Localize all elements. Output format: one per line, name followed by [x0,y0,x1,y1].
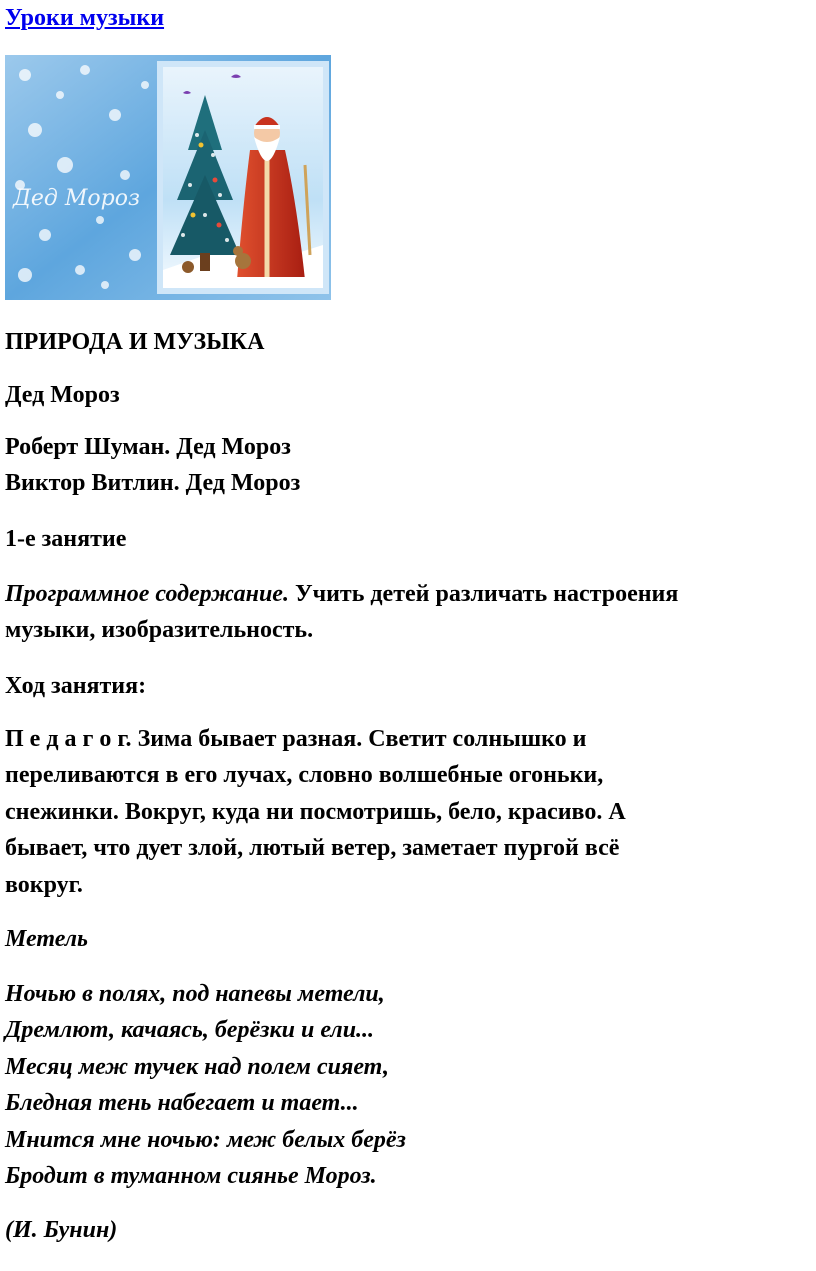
teacher-text-1: Зима бывает разная. Светит солнышко и [131,726,587,752]
composer-line-1: Роберт Шуман. Дед Мороз [5,434,291,460]
poem-author: (И. Бунин) [5,1217,118,1243]
program-label: Программное содержание. [5,581,289,607]
teacher-speaker: П е д а г о г. [5,726,132,752]
poem-line: Мнится мне ночью: меж белых берёз [5,1127,406,1153]
teacher-line-5: вокруг. [5,872,83,898]
program-paragraph-line-2: музыки, изобразительность. [5,617,314,643]
teacher-line-2: переливаются в его лучах, словно волшебные огоньки, [5,762,604,788]
ded-moroz-illustration [5,55,331,300]
lesson-number: 1-е занятие [5,526,127,552]
poem-line: Месяц меж тучек над полем сияет, [5,1054,389,1080]
program-text-1: Учить детей различать настроения [288,581,679,607]
poem-line: Бледная тень набегает и тает... [5,1090,359,1116]
course-label: Ход занятия: [5,673,147,699]
composer-line-2: Виктор Витлин. Дед Мороз [5,470,301,496]
section-subtitle: Дед Мороз [5,382,120,408]
poem-title: Метель [5,926,89,952]
teacher-line-4: бывает, что дует злой, лютый ветер, заметает пургой всё [5,835,620,861]
site-link-music-lessons[interactable]: Уроки музыки [5,5,165,31]
teacher-line-3: снежинки. Вокруг, куда ни посмотришь, бело, красиво. А [5,799,626,825]
section-title: ПРИРОДА И МУЗЫКА [5,329,265,355]
poem-line: Ночью в полях, под напевы метели, [5,981,385,1007]
teacher-line-1 [5,721,587,757]
program-paragraph-line-1 [5,576,678,612]
poem-line: Бродит в туманном сиянье Мороз. [5,1163,377,1189]
illustration-caption: Дед Мороз [13,186,140,211]
poem-line: Дремлют, качаясь, берёзки и ели... [5,1017,375,1043]
